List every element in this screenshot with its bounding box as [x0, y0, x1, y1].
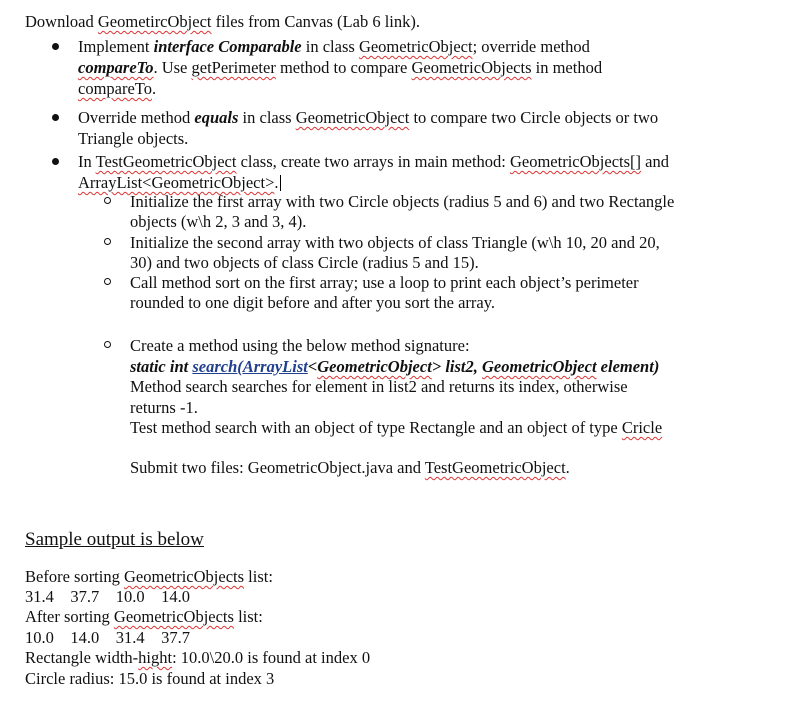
bullet-dot — [52, 114, 59, 121]
bullet2-line2: Triangle objects. — [78, 129, 189, 148]
sample-line4: 10.0 14.0 31.4 37.7 — [25, 628, 190, 647]
sub4-line3: Method search searches for element in list2 and returns its index, otherwise — [130, 377, 628, 396]
sub4-line5: Test method search with an object of type Rectangle and an object of type Cricle — [130, 418, 663, 437]
text-cursor — [280, 175, 281, 191]
intro-line: Download GeometircObject files from Canvas (Lab 6 link). — [25, 12, 420, 31]
sub2-line1: Initialize the second array with two objects of class Triangle (w\h 10, 20 and 20, — [130, 233, 660, 252]
bullet-dot — [52, 158, 59, 165]
sub-bullet-circle — [104, 278, 111, 285]
sub3-line1: Call method sort on the first array; use a loop to print each object’s perimeter — [130, 273, 639, 292]
sub1-line1: Initialize the first array with two Circle objects (radius 5 and 6) and two Rectangle — [130, 192, 675, 211]
sample-line3: After sorting GeometricObjects list: — [25, 607, 263, 626]
bullet3-line2: ArrayList<GeometricObject>. — [78, 173, 279, 192]
sample-line6: Circle radius: 15.0 is found at index 3 — [25, 669, 275, 688]
sample-line2: 31.4 37.7 10.0 14.0 — [25, 587, 190, 606]
method-signature: static int search(ArrayList<GeometricObject> list2, GeometricObject element) — [130, 357, 660, 376]
sub3-line2: rounded to one digit before and after you sort the array. — [130, 293, 496, 312]
sample-line1: Before sorting GeometricObjects list: — [25, 567, 273, 586]
sub1-line2: objects (w\h 2, 3 and 3, 4). — [130, 212, 307, 231]
sample-heading: Sample output is below — [25, 529, 204, 550]
bullet1-line1: Implement interface Comparable in class GeometricObject; override method — [78, 37, 590, 56]
sub-bullet-circle — [104, 238, 111, 245]
bullet1-line3: compareTo. — [78, 79, 157, 98]
sub4-line4: returns -1. — [130, 398, 198, 417]
sub2-line2: 30) and two objects of class Circle (radius 5 and 15). — [130, 253, 479, 272]
sub-bullet-circle — [104, 341, 111, 348]
bullet2-line1: Override method equals in class GeometricObject to compare two Circle objects or two — [78, 108, 659, 127]
submit-line: Submit two files: GeometricObject.java and TestGeometricObject. — [130, 458, 570, 477]
bullet1-line2: compareTo. Use getPerimeter method to compare GeometricObjects in method — [78, 58, 603, 77]
sub4-line1: Create a method using the below method signature: — [130, 336, 470, 355]
sample-line5: Rectangle width-hight: 10.0\20.0 is found at index 0 — [25, 648, 371, 667]
bullet3-line1: In TestGeometricObject class, create two arrays in main method: GeometricObjects[] and — [78, 152, 669, 171]
bullet-dot — [52, 43, 59, 50]
sub-bullet-circle — [104, 197, 111, 204]
